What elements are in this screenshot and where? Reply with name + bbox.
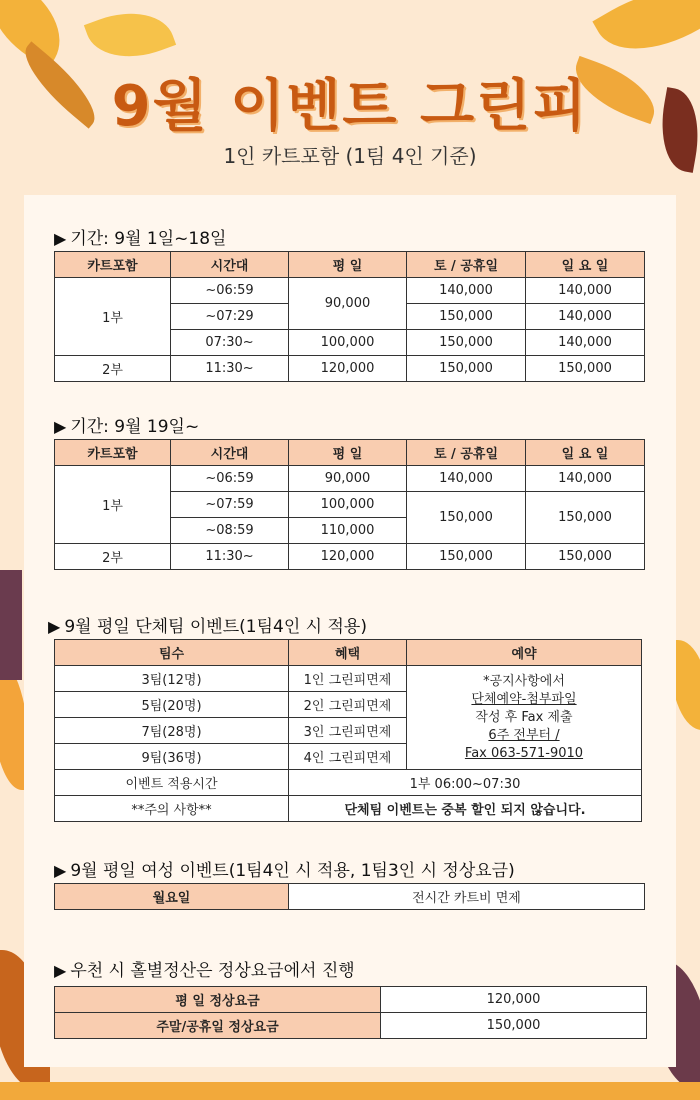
time-cell: 07:30~	[171, 330, 289, 356]
table-header: 일 요 일	[526, 440, 645, 466]
page-title: 9월 이벤트 그린피	[111, 74, 589, 139]
time-cell: ~06:59	[171, 278, 289, 304]
women-event-table	[54, 883, 645, 910]
fee-value: 120,000	[381, 987, 647, 1013]
time-cell: ~07:59	[171, 492, 289, 518]
section-2-title	[54, 412, 199, 437]
price-cell: 90,000	[289, 278, 407, 330]
fee-label: 평 일 정상요금	[55, 987, 381, 1013]
section-4-title	[54, 856, 515, 881]
price-cell: 110,000	[289, 518, 407, 544]
price-cell: 150,000	[407, 544, 526, 570]
price-cell: 140,000	[526, 466, 645, 492]
price-cell: 140,000	[526, 278, 645, 304]
price-cell: 150,000	[407, 304, 526, 330]
benefit-value: 전시간 카트비 면제	[289, 884, 645, 910]
table-header: 시간대	[171, 252, 289, 278]
time-value: 1부 06:00~07:30	[289, 770, 642, 796]
table-header: 혜택	[289, 640, 407, 666]
note-value: 단체팀 이벤트는 중복 할인 되지 않습니다.	[289, 796, 642, 822]
time-cell: 11:30~	[171, 356, 289, 382]
price-cell: 150,000	[526, 492, 645, 544]
price-table-1	[54, 251, 645, 382]
fax-number: Fax 063-571-9010	[464, 745, 584, 761]
price-cell: 140,000	[526, 304, 645, 330]
table-header: 카트포함	[55, 440, 171, 466]
price-cell: 100,000	[289, 492, 407, 518]
price-cell: 150,000	[407, 492, 526, 544]
table-header: 평 일	[289, 440, 407, 466]
time-cell: 11:30~	[171, 544, 289, 570]
table-header: 예약	[407, 640, 642, 666]
price-cell: 140,000	[407, 278, 526, 304]
table-header: 토 / 공휴일	[407, 440, 526, 466]
note-label: **주의 사항**	[55, 796, 289, 822]
price-cell: 120,000	[289, 356, 407, 382]
section-1-title	[54, 224, 226, 249]
triangle-icon: ▶	[54, 417, 67, 436]
section-3-title	[48, 612, 367, 637]
table-header: 일 요 일	[526, 252, 645, 278]
section-3-title-text: 9월 평일 단체팀 이벤트(1팀4인 시 적용)	[64, 617, 367, 637]
time-cell: ~06:59	[171, 466, 289, 492]
table-header: 평 일	[289, 252, 407, 278]
group-cell: 2부	[55, 544, 171, 570]
team-cell: 3팀(12명)	[55, 666, 289, 692]
reserve-cell	[407, 666, 642, 770]
price-cell: 150,000	[526, 544, 645, 570]
price-cell: 120,000	[289, 544, 407, 570]
time-cell: ~07:29	[171, 304, 289, 330]
section-2-title-text: 기간: 9월 19일~	[70, 417, 200, 437]
benefit-cell: 1인 그린피면제	[289, 666, 407, 692]
section-5-title-text: 우천 시 홀별정산은 정상요금에서 진행	[70, 961, 355, 981]
reserve-link[interactable]: 단체예약-첨부파일	[471, 691, 577, 707]
benefit-cell: 2인 그린피면제	[289, 692, 407, 718]
leaf-decoration	[0, 570, 22, 680]
benefit-cell: 4인 그린피면제	[289, 744, 407, 770]
rain-settlement-table	[54, 986, 647, 1039]
section-4-title-text: 9월 평일 여성 이벤트(1팀4인 시 적용, 1팀3인 시 정상요금)	[70, 861, 515, 881]
table-header: 카트포함	[55, 252, 171, 278]
table-header: 팀수	[55, 640, 289, 666]
reserve-line: 작성 후 Fax 제출	[475, 709, 573, 725]
table-header: 토 / 공휴일	[407, 252, 526, 278]
fee-value: 150,000	[381, 1013, 647, 1039]
group-cell: 1부	[55, 278, 171, 356]
benefit-cell: 3인 그린피면제	[289, 718, 407, 744]
bottom-decoration	[0, 1082, 700, 1100]
time-label: 이벤트 적용시간	[55, 770, 289, 796]
price-cell: 140,000	[407, 466, 526, 492]
price-cell: 140,000	[526, 330, 645, 356]
group-cell: 1부	[55, 466, 171, 544]
team-cell: 5팀(20명)	[55, 692, 289, 718]
reserve-line: *공지사항에서	[483, 673, 565, 689]
price-cell: 150,000	[407, 356, 526, 382]
price-cell: 90,000	[289, 466, 407, 492]
time-cell: ~08:59	[171, 518, 289, 544]
day-label: 월요일	[55, 884, 289, 910]
triangle-icon: ▶	[54, 229, 67, 248]
reserve-line: 6주 전부터 /	[488, 727, 560, 743]
fee-label: 주말/공휴일 정상요금	[55, 1013, 381, 1039]
team-cell: 9팀(36명)	[55, 744, 289, 770]
section-1-title-text: 기간: 9월 1일~18일	[70, 229, 227, 249]
table-header: 시간대	[171, 440, 289, 466]
triangle-icon: ▶	[48, 617, 61, 636]
price-cell: 100,000	[289, 330, 407, 356]
group-cell: 2부	[55, 356, 171, 382]
price-cell: 150,000	[407, 330, 526, 356]
triangle-icon: ▶	[54, 961, 67, 980]
price-table-2	[54, 439, 645, 570]
triangle-icon: ▶	[54, 861, 67, 880]
price-cell: 150,000	[526, 356, 645, 382]
group-event-table	[54, 639, 642, 822]
team-cell: 7팀(28명)	[55, 718, 289, 744]
page-subtitle: 1인 카트포함 (1팀 4인 기준)	[223, 144, 477, 168]
section-5-title	[54, 956, 355, 981]
